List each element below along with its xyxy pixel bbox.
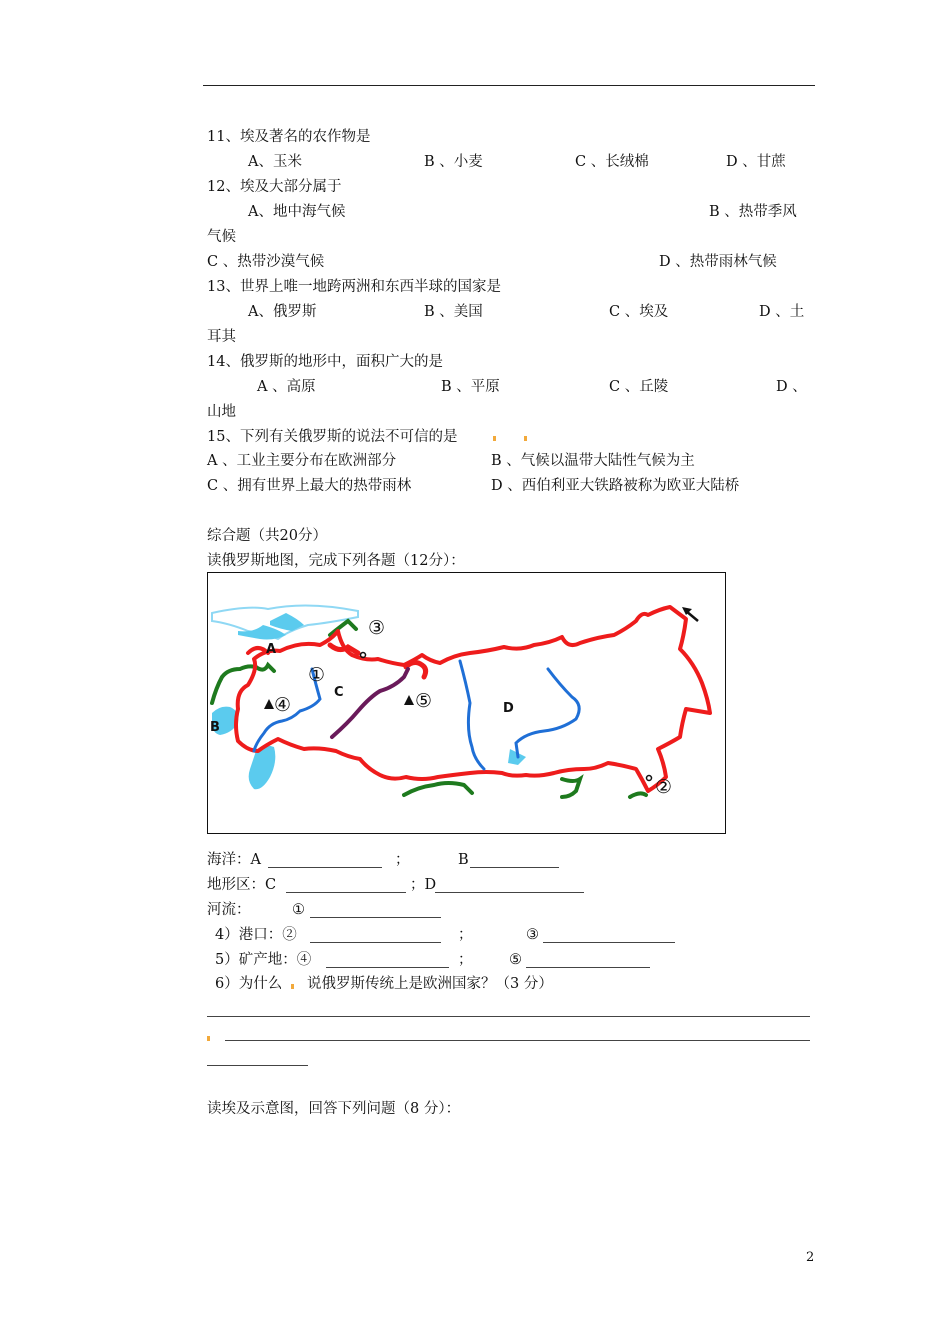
ocean-b-blank[interactable] [470,867,559,868]
q12-option-a: A、地中海气候 [248,204,346,220]
q13-option-d: D 、土 [759,304,805,320]
q14-option-d-cont: 山地 [207,404,236,420]
terrain-label: 地形区：C [207,877,277,893]
q13-option-b: B 、美国 [424,304,483,320]
q14-option-c: C 、丘陵 [609,379,669,395]
map-label-c: C [334,685,344,700]
stray-mark [291,984,294,989]
q11-option-a: A、玉米 [248,154,302,170]
map-label-b: B [210,720,220,735]
q14-option-b: B 、平原 [441,379,500,395]
mine-5-label: ⑤ [509,952,522,968]
map-label-3: ③ [368,617,386,639]
q15-option-d: D 、西伯利亚大铁路被称为欧亚大陆桥 [491,478,740,494]
map-label-5: ⑤ [415,690,433,712]
q12-option-b-cont: 气候 [207,229,236,245]
page-number: 2 [806,1250,815,1265]
terrain-d-blank[interactable] [435,892,584,893]
ocean-label: 海洋：A [207,852,261,868]
question-13-stem: 13、世界上唯一地跨两洲和东西半球的国家是 [207,279,501,295]
q6-answer-line-2[interactable] [225,1040,810,1041]
mine-4-marker [264,699,274,709]
river-ob-yenisei [460,661,484,769]
river-label: 河流： [207,902,251,918]
port-separator: ； [458,927,473,943]
q13-option-d-cont: 耳其 [207,329,236,345]
q14-option-a: A 、高原 [257,379,316,395]
q15-option-b: B 、气候以温带大陆性气候为主 [491,453,695,469]
national-border [236,607,710,791]
ocean-separator: ； [395,852,410,868]
q15-option-a: A 、工业主要分布在欧洲部分 [207,453,397,469]
port-2-marker [647,776,652,781]
q6-label: 6）为什么 [215,976,283,992]
q12-option-b: B 、热带季风 [709,204,797,220]
ocean-a-blank[interactable] [268,867,382,868]
terrain-c-blank[interactable] [286,892,406,893]
map-label-2: ② [655,776,673,798]
q11-option-d: D 、甘蔗 [726,154,786,170]
port-2-blank[interactable] [310,942,441,943]
russia-map [207,572,726,834]
q6-answer-line-1[interactable] [207,1016,810,1017]
q6-question: 说俄罗斯传统上是欧洲国家？（3 分） [307,976,553,992]
mine-5-blank[interactable] [526,967,650,968]
q6-answer-line-3[interactable] [207,1065,308,1066]
map-label-4: ④ [274,694,292,716]
question-14-stem: 14、俄罗斯的地形中，面积广大的是 [207,354,443,370]
map-label-a: A [266,642,277,657]
mine-separator: ； [458,952,473,968]
header-rule [203,85,815,86]
green-segment [630,793,646,797]
western-border-green [212,665,274,703]
stray-mark [207,1036,210,1041]
q11-option-c: C 、长绒棉 [575,154,649,170]
egypt-prompt: 读埃及示意图，回答下列问题（8 分）： [207,1101,461,1117]
section-title: 综合题（共20分） [207,528,327,544]
southern-border-green [404,783,472,795]
question-15-stem: 15、下列有关俄罗斯的说法不可信的是 [207,429,458,445]
map-label-1: ① [308,664,326,686]
q13-option-a: A、俄罗斯 [248,304,317,320]
stray-mark [493,436,496,441]
q11-option-b: B 、小麦 [424,154,483,170]
q12-option-d: D 、热带雨林气候 [659,254,777,270]
mine-5-marker [404,695,414,705]
q12-option-c: C 、热带沙漠气候 [207,254,325,270]
question-12-stem: 12、埃及大部分属于 [207,179,342,195]
river-lena [516,669,579,757]
question-11-stem: 11、埃及著名的农作物是 [207,129,371,145]
port-3-marker [361,653,366,658]
port-3-blank[interactable] [543,942,675,943]
mine-4-blank[interactable] [326,967,449,968]
q13-option-c: C 、埃及 [609,304,669,320]
stray-mark [524,436,527,441]
q14-option-d: D 、 [776,379,807,395]
ocean-b-label: B [458,852,469,868]
map-prompt: 读俄罗斯地图，完成下列各题（12分）： [207,553,465,569]
river-1-blank[interactable] [310,917,441,918]
q15-option-c: C 、拥有世界上最大的热带雨林 [207,478,412,494]
terrain-d-label: ；D [410,877,437,893]
port-label: 4）港口：② [215,927,297,943]
port-3-label: ③ [526,927,539,943]
mine-label: 5）矿产地：④ [215,952,312,968]
map-label-d: D [503,701,514,716]
red-segment [248,648,268,653]
green-segment [562,779,580,797]
river-1-label: ① [292,902,305,918]
ural-range [332,669,408,737]
